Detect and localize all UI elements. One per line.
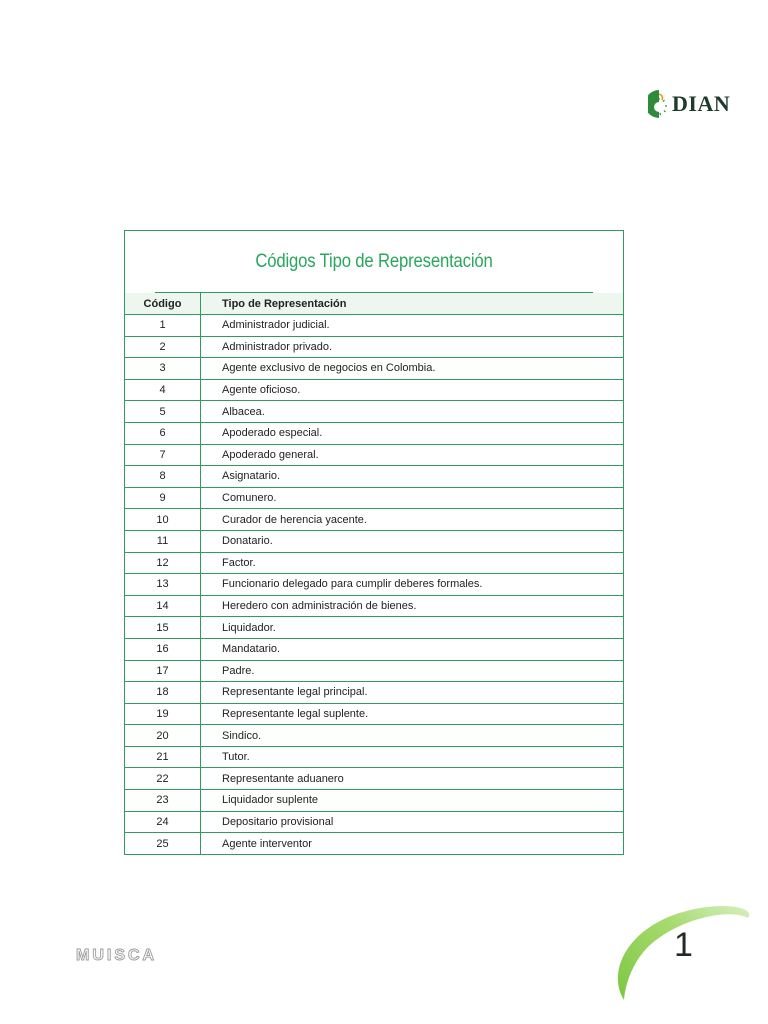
svg-text:MUISCA: MUISCA bbox=[76, 947, 158, 964]
cell-code: 25 bbox=[125, 833, 201, 854]
cell-code: 15 bbox=[125, 617, 201, 638]
table-header-row bbox=[125, 293, 623, 315]
table-row bbox=[125, 768, 623, 790]
table-row bbox=[125, 596, 623, 618]
table-row bbox=[125, 704, 623, 726]
table-row bbox=[125, 466, 623, 488]
cell-description: Apoderado general. bbox=[222, 448, 319, 461]
cell-description: Mandatario. bbox=[222, 643, 281, 656]
table-row bbox=[125, 423, 623, 445]
page-number: 1 bbox=[674, 926, 693, 964]
cell-code: 17 bbox=[125, 661, 201, 682]
cell-description: Agente oficioso. bbox=[222, 384, 301, 397]
cell-code: 4 bbox=[125, 380, 201, 401]
cell-description: Representante aduanero bbox=[222, 772, 344, 785]
cell-code: 23 bbox=[125, 790, 201, 811]
cell-description: Factor. bbox=[222, 556, 256, 569]
cell-description: Depositario provisional bbox=[222, 815, 334, 828]
cell-description: Albacea. bbox=[222, 405, 265, 418]
cell-description: Apoderado especial. bbox=[222, 427, 323, 440]
table-row bbox=[125, 617, 623, 639]
table-row bbox=[125, 553, 623, 575]
cell-code: 5 bbox=[125, 401, 201, 422]
cell-code: 7 bbox=[125, 445, 201, 466]
table-row bbox=[125, 790, 623, 812]
cell-description: Heredero con administración de bienes. bbox=[222, 600, 417, 613]
dian-logo bbox=[648, 86, 738, 122]
cell-description: Agente interventor bbox=[222, 837, 312, 850]
table-row bbox=[125, 812, 623, 834]
cell-code: 10 bbox=[125, 509, 201, 530]
cell-description: Administrador privado. bbox=[222, 340, 333, 353]
cell-code: 19 bbox=[125, 704, 201, 725]
cell-code: 16 bbox=[125, 639, 201, 660]
table-body bbox=[125, 315, 623, 854]
cell-code: 20 bbox=[125, 725, 201, 746]
table-row bbox=[125, 380, 623, 402]
table-row bbox=[125, 337, 623, 359]
table-row bbox=[125, 531, 623, 553]
table-row bbox=[125, 639, 623, 661]
cell-description: Funcionario delegado para cumplir deberes formales. bbox=[222, 578, 483, 591]
cell-description: Representante legal suplente. bbox=[222, 707, 369, 720]
cell-code: 9 bbox=[125, 488, 201, 509]
cell-code: 14 bbox=[125, 596, 201, 617]
musca-logo-graphic bbox=[76, 946, 180, 964]
cell-description: Asignatario. bbox=[222, 470, 281, 483]
cell-code: 11 bbox=[125, 531, 201, 552]
table-row bbox=[125, 445, 623, 467]
cell-description: Agente exclusivo de negocios en Colombia. bbox=[222, 362, 436, 375]
cell-description: Liquidador suplente bbox=[222, 794, 319, 807]
cell-code: 24 bbox=[125, 812, 201, 833]
table-row bbox=[125, 488, 623, 510]
dian-logo-text: DIAN bbox=[672, 91, 731, 116]
cell-description: Comunero. bbox=[222, 492, 277, 505]
cell-description: Tutor. bbox=[222, 751, 250, 764]
cell-code: 22 bbox=[125, 768, 201, 789]
column-header-type: Tipo de Representación bbox=[222, 297, 347, 310]
cell-description: Curador de herencia yacente. bbox=[222, 513, 367, 526]
cell-description: Liquidador. bbox=[222, 621, 276, 634]
cell-code: 8 bbox=[125, 466, 201, 487]
column-header-code: Código bbox=[125, 293, 201, 314]
table-row bbox=[125, 509, 623, 531]
musca-logo bbox=[76, 946, 180, 969]
cell-code: 6 bbox=[125, 423, 201, 444]
cell-code: 13 bbox=[125, 574, 201, 595]
table-row bbox=[125, 661, 623, 683]
cell-description: Donatario. bbox=[222, 535, 273, 548]
table-row bbox=[125, 574, 623, 596]
table-title: Códigos Tipo de Representación bbox=[155, 231, 593, 293]
representation-codes-table bbox=[124, 230, 624, 855]
dian-emblem-icon bbox=[648, 88, 670, 120]
table-row bbox=[125, 682, 623, 704]
cell-description: Administrador judicial. bbox=[222, 319, 330, 332]
cell-description: Padre. bbox=[222, 664, 255, 677]
cell-description: Representante legal principal. bbox=[222, 686, 368, 699]
table-row bbox=[125, 358, 623, 380]
table-row bbox=[125, 725, 623, 747]
cell-code: 21 bbox=[125, 747, 201, 768]
table-row bbox=[125, 747, 623, 769]
cell-code: 18 bbox=[125, 682, 201, 703]
cell-description: Sindico. bbox=[222, 729, 262, 742]
cell-code: 3 bbox=[125, 358, 201, 379]
cell-code: 2 bbox=[125, 337, 201, 358]
table-row bbox=[125, 401, 623, 423]
cell-code: 12 bbox=[125, 553, 201, 574]
cell-code: 1 bbox=[125, 315, 201, 336]
table-row bbox=[125, 833, 623, 854]
table-row bbox=[125, 315, 623, 337]
